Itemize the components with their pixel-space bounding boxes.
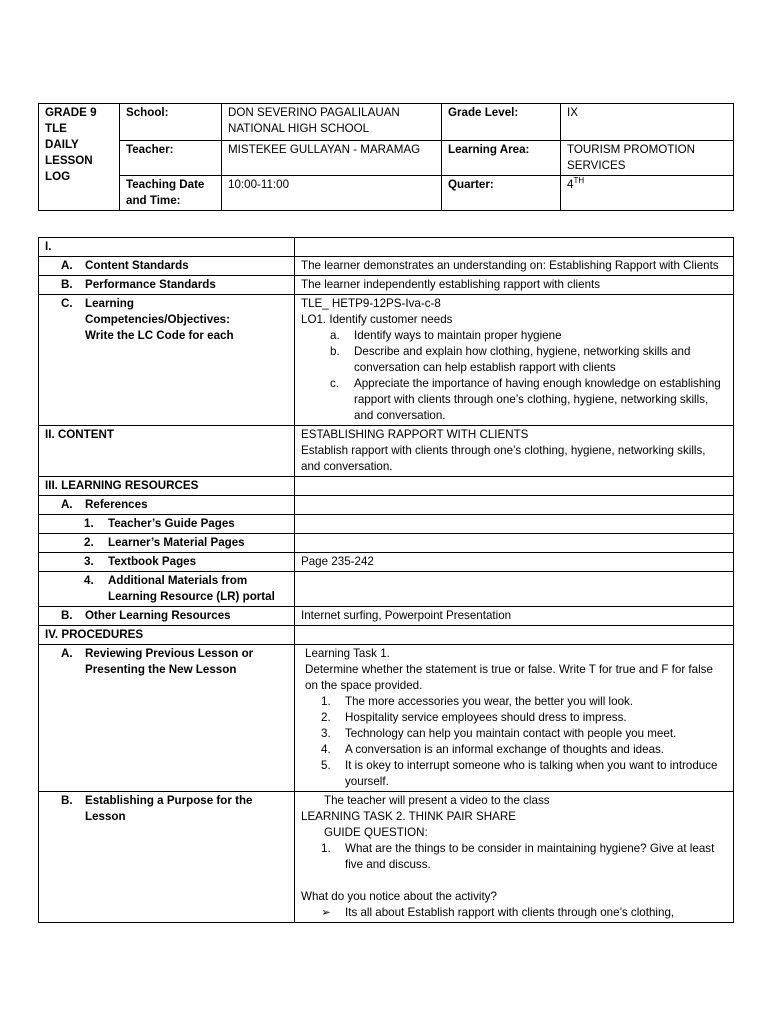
dll-title-line: DAILY <box>45 138 79 151</box>
content-standards-label: A. Content Standards <box>39 257 295 276</box>
content-text <box>295 426 734 477</box>
list-item: 1. What are the things to be consider in maintaining hygiene? Give at least five and discuss. <box>321 842 715 871</box>
list-marker: B. <box>61 278 73 291</box>
quarter-value <box>561 176 734 211</box>
review-lesson-text <box>295 645 734 792</box>
procedures-value <box>295 626 734 645</box>
notice-question: What do you notice about the activity? <box>301 890 497 903</box>
quarter-number: 4 <box>567 178 574 191</box>
learning-resources-value <box>295 477 734 496</box>
other-resources-value: Internet surfing, Powerpoint Presentation <box>295 607 734 626</box>
list-item: 5. It is okey to interrupt someone who is talking when you want to introduce yourself. <box>321 759 718 788</box>
lc-code: TLE_ HETP9-12PS-Iva-c-8 <box>301 297 441 310</box>
list-item: 3. Technology can help you maintain contact with people you meet. <box>321 727 677 740</box>
list-marker: C. <box>61 297 73 310</box>
references-label: A. References <box>39 496 295 515</box>
school-value: DON SEVERINO PAGALILAUAN NATIONAL HIGH SCHOOL <box>222 104 442 141</box>
learning-area-value: TOURISM PROMOTION SERVICES <box>561 141 734 176</box>
performance-standards-text: The learner independently establishing rapport with clients <box>295 276 734 295</box>
dll-title <box>39 104 120 211</box>
quarter-label: Quarter: <box>442 176 561 211</box>
additional-materials-value <box>295 572 734 607</box>
learners-material-label: 2. Learner’s Material Pages <box>39 534 295 553</box>
list-marker: 2. <box>84 536 94 549</box>
list-item: 2. Hospitality service employees should dress to impress. <box>321 711 627 724</box>
learning-area-label: Learning Area: <box>442 141 561 176</box>
review-lesson-label: A. Reviewing Previous Lesson or Presenting the New Lesson <box>39 645 295 792</box>
textbook-pages-label: 3. Textbook Pages <box>39 553 295 572</box>
additional-materials-label: 4. Additional Materials from Learning Resource (LR) portal <box>39 572 295 607</box>
list-marker: 3. <box>84 555 94 568</box>
list-marker: B. <box>61 609 73 622</box>
arrow-bullet-icon: ➢ <box>321 906 331 919</box>
teacher-label: Teacher: <box>120 141 222 176</box>
objectives-heading-value <box>295 238 734 257</box>
list-item: a. Identify ways to maintain proper hygiene <box>330 329 562 342</box>
list-item: 4. A conversation is an informal exchange of thoughts and ideas. <box>321 743 665 756</box>
objectives-heading: I. <box>39 238 295 257</box>
dll-title-line: GRADE 9 <box>45 106 97 119</box>
list-marker: B. <box>61 794 73 807</box>
lesson-table <box>38 237 734 923</box>
grade-level-label: Grade Level: <box>442 104 561 141</box>
task1-title: Learning Task 1. <box>305 647 390 660</box>
performance-standards-label: B. Performance Standards <box>39 276 295 295</box>
purpose-lesson-text <box>295 792 734 923</box>
header-table <box>38 103 734 211</box>
list-item: 1. The more accessories you wear, the better you will look. <box>321 695 634 708</box>
content-label: II. CONTENT <box>39 426 295 477</box>
quarter-suffix: TH <box>573 176 585 186</box>
list-marker: A. <box>61 647 73 660</box>
lo1-text: LO1. Identify customer needs <box>301 313 453 326</box>
content-description: Establish rapport with clients through one’s clothing, hygiene, networking skills, and conversation. <box>301 444 706 473</box>
list-marker: A. <box>61 498 73 511</box>
teaching-date-value: 10:00-11:00 <box>222 176 442 211</box>
learners-material-value <box>295 534 734 553</box>
dll-title-line: TLE <box>45 122 67 135</box>
school-label: School: <box>120 104 222 141</box>
procedures-label: IV. PROCEDURES <box>39 626 295 645</box>
video-text: The teacher will present a video to the class <box>324 794 550 807</box>
references-value <box>295 496 734 515</box>
learning-resources-label: III. LEARNING RESOURCES <box>39 477 295 496</box>
list-item: b. Describe and explain how clothing, hygiene, networking skills and conversation can help establish rapport with clients <box>330 345 691 374</box>
content-title: ESTABLISHING RAPPORT WITH CLIENTS <box>301 428 529 441</box>
task2-title: LEARNING TASK 2. THINK PAIR SHARE <box>301 810 516 823</box>
guide-question-label: GUIDE QUESTION: <box>324 826 428 839</box>
list-marker: 1. <box>84 517 94 530</box>
list-marker: 4. <box>84 574 94 587</box>
learning-competencies-text <box>295 295 734 426</box>
grade-level-value: IX <box>561 104 734 141</box>
list-marker: A. <box>61 259 73 272</box>
list-item: ➢ Its all about Establish rapport with clients through one’s clothing, <box>321 906 675 919</box>
teachers-guide-value <box>295 515 734 534</box>
list-item: c. Appreciate the importance of having enough knowledge on establishing rapport with clients through one’s clothing, hygiene, networking skills, and conversation. <box>330 377 721 422</box>
teaching-date-label: Teaching Date and Time: <box>120 176 222 211</box>
teachers-guide-label: 1. Teacher’s Guide Pages <box>39 515 295 534</box>
teacher-value: MISTEKEE GULLAYAN - MARAMAG <box>222 141 442 176</box>
task1-instruction: Determine whether the statement is true or false. Write T for true and F for false on the space provided. <box>305 663 713 692</box>
purpose-lesson-label: B. Establishing a Purpose for the Lesson <box>39 792 295 923</box>
other-resources-label: B. Other Learning Resources <box>39 607 295 626</box>
dll-title-line: LESSON <box>45 154 93 167</box>
textbook-pages-value: Page 235-242 <box>295 553 734 572</box>
dll-title-line: LOG <box>45 170 71 183</box>
learning-competencies-label: C. Learning Competencies/Objectives: Write the LC Code for each <box>39 295 295 426</box>
content-standards-text: The learner demonstrates an understanding on: Establishing Rapport with Clients <box>295 257 734 276</box>
